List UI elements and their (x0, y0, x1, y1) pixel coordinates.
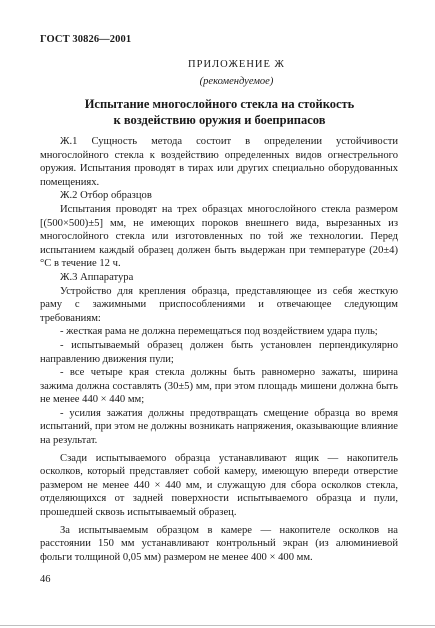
paragraph-essence: Ж.1 Сущность метода состоит в определении устойчивости многослойного стекла к воздействию определенных видов огнестрельного оружия. Испытания проводят в тирах или других специально оборудованных помещениях. (40, 136, 398, 188)
annex-status: (рекомендуемое) (199, 76, 274, 87)
annex-title-line-2: к воздействию оружия и боеприпасов (113, 113, 326, 127)
body-text (40, 135, 398, 564)
heading-sampling: Ж.2 Отбор образцов (60, 190, 152, 202)
list-item-clamping-force: - усилия зажатия должны предотвращать смещение образца во время испытаний, при этом не должны возникать напряжения, оказывающие влияние на результат. (40, 407, 398, 447)
bottom-edge-rule (0, 625, 435, 626)
list-item-rigid-frame: - жесткая рама не должна перемещаться под воздействием удара пуль; (60, 326, 378, 338)
annex-title-line-1: Испытание многослойного стекла на стойкость (84, 97, 355, 111)
paragraph-apparatus: Устройство для крепления образца, представляющее из себя жесткую раму с зажимными приспособлениями и отвечающее следующим требованиям: (40, 285, 398, 324)
annex-label: ПРИЛОЖЕНИЕ Ж (188, 59, 285, 70)
list-item-perpendicular: - испытываемый образец должен быть установлен перпендикулярно направлению движения пули; (40, 339, 398, 365)
paragraph-fragment-box: Сзади испытываемого образца устанавливают ящик — накопитель осколков, который представляет собой камеру, имеющую впереди отверстие размером не менее 440 × 440 мм, и служащую для сбора осколков стекла, отделяющихся от задней поверхности испытываемого образца и пули, прошедшей сквозь испытываемый образец. (40, 452, 398, 519)
list-item-edges-clamped: - все четыре края стекла должны быть равномерно зажаты, ширина зажима должна составлять (30±5) мм, при этом площадь мишени должна быть не менее 440 × 440 мм; (40, 367, 398, 406)
annex-title (40, 96, 399, 128)
paragraph-sampling: Испытания проводят на трех образцах многослойного стекла размером [(500×500)±5] мм, не имеющих пороков внешнего вида, вырезанных из многослойного стекла или изготовленных по той же технологии. Перед испытанием каждый образец должен быть выдержан при температуре (20±4) °С в течение 12 ч. (40, 203, 398, 270)
page-number: 46 (40, 574, 51, 585)
paragraph-control-screen: За испытываемым образцом в камере — накопителе осколков на расстоянии 150 мм устанавливают контрольный экран (из алюминиевой фольги толщиной 0,05 мм) размером не менее 400 × 400 мм. (40, 524, 398, 563)
document-code: ГОСТ 30826—2001 (40, 34, 132, 45)
heading-apparatus: Ж.3 Аппаратура (60, 271, 134, 283)
